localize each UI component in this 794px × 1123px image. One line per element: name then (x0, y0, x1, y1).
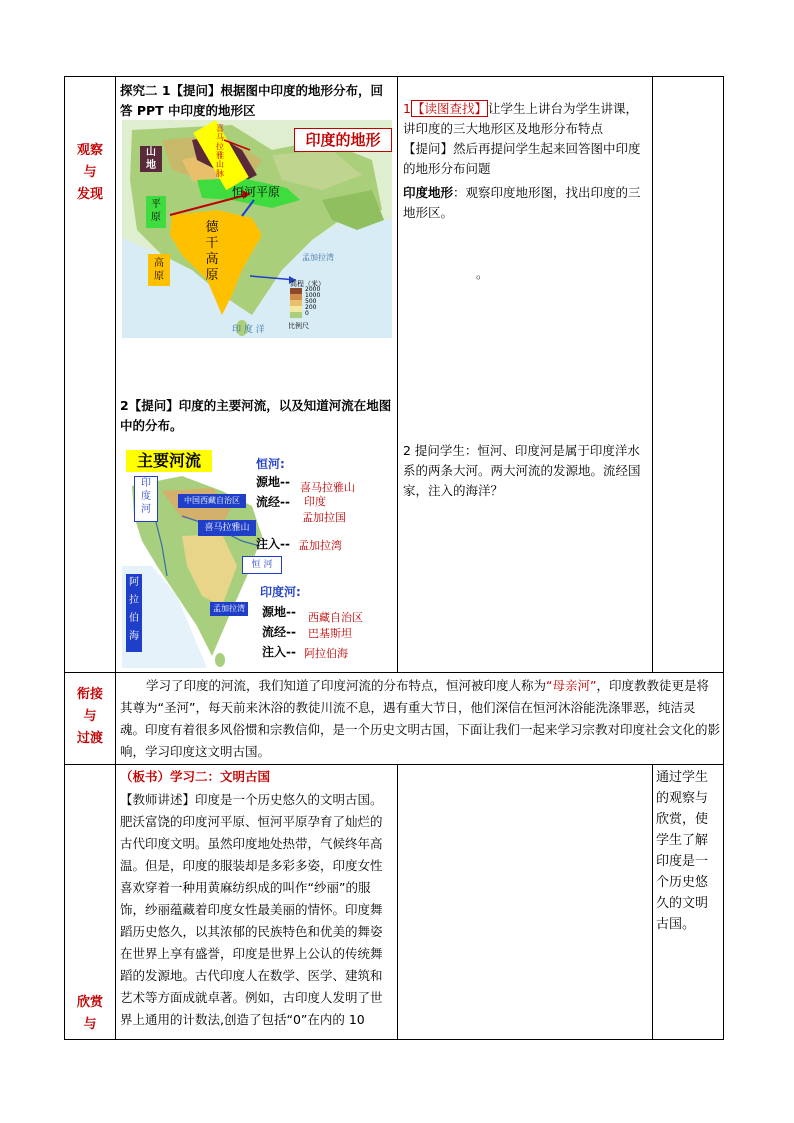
indus-heading: 印度河: (260, 585, 301, 599)
label-ganges-plain: 恒河平原 (232, 185, 281, 199)
india-terrain-map (122, 120, 392, 338)
mid-reading-task (403, 99, 649, 139)
appreciate-right: 通过学生的观察与欣赏，使学生了解印度是一个历史悠久的文明古国。 (656, 770, 709, 932)
label-char: 海 (129, 631, 139, 642)
ganga-into: 孟加拉湾 (298, 539, 342, 552)
label-himalaya-box: 喜马拉雅山 (198, 520, 256, 536)
label-ganges-box (242, 556, 282, 574)
appreciate-heading: （板书）学习二：文明古国 (120, 769, 271, 784)
label-deccan (202, 220, 222, 284)
mid-rivers-question: 2 提问学生：恒河、印度河是属于印度洋水系的两条大河。两大河流的发源地。流经国家，注入的海洋？ (403, 443, 641, 498)
legend-value: 0 (305, 310, 309, 317)
side-label-observe (66, 140, 114, 206)
mid-dot: 。 (476, 266, 489, 281)
reading-tag: 【读图查找】 (411, 101, 487, 116)
transition-a: 学习了印度的河流，我们知道了印度河流的分布特点，恒河被印度人称为 (146, 678, 547, 693)
label-char: 平 (151, 199, 161, 210)
label-bengal-box: 孟加拉湾 (210, 602, 248, 616)
label-char: 印 (141, 478, 151, 489)
transition-c: ，印度教教徒更是将其尊为“圣河”，每天前来沐浴的教徒川流不息，遇有重大节日，他们深信在恒河沐浴能洗涤罪恶，纯洁灵魂。印度有着很多风俗惯和宗教信仰，是一个历史文明古国，下面让我们一起来学习宗教对印度社会文化的影响，学习印度这文明古国。 (120, 678, 721, 759)
label-char: 拉 (216, 142, 224, 151)
mid-text: 让学生上讲台为学生讲课，讲印度的三大地形区及地形分布特点 (403, 101, 638, 136)
label-arabian-box (126, 574, 142, 652)
legend-values (305, 287, 320, 317)
side-text: 衔接 (76, 687, 103, 702)
label-shandi (140, 146, 162, 172)
question-2: 2【提问】印度的主要河流，以及知道河流在地图中的分布。 (120, 398, 392, 433)
india-rivers-map (122, 446, 392, 668)
mid-num: 1 (403, 101, 411, 116)
indus-into: 阿拉伯海 (304, 647, 348, 660)
legend-value: 200 (305, 304, 317, 311)
indus-yuandi: 源地-- (262, 605, 296, 619)
label-char: 阿 (129, 577, 139, 588)
side-text: 过渡 (76, 731, 103, 746)
label-char: 脉 (216, 169, 224, 178)
indus-liujing: 流经-- (262, 625, 296, 639)
transition-b: “母亲河” (546, 678, 597, 693)
label-char: 山 (146, 147, 156, 158)
label-char: 干 (205, 236, 219, 251)
ganga-heading: 恒河: (256, 457, 285, 471)
label-indus-box (134, 476, 158, 522)
side-text: 欣赏 (76, 995, 103, 1010)
label-pingyuan (146, 198, 166, 224)
label-gaoyuan (148, 257, 170, 283)
label-char: 原 (205, 268, 219, 283)
side-text: 与 (83, 165, 97, 180)
ocean-label: 印 度 洋 (232, 325, 265, 335)
question-1: 探究二 1【提问】根据图中印度的地形分布，回答 PPT 中印度的地形区 (120, 83, 384, 118)
label-char: 拉 (129, 595, 139, 606)
label-char: 恒 (251, 560, 261, 570)
label-char: 河 (141, 504, 151, 515)
label-char: 度 (141, 491, 151, 502)
mid-terrain (403, 183, 649, 223)
side-label-appreciate (66, 992, 114, 1036)
ganga-liujing: 流经-- (256, 495, 290, 509)
side-label-transition (66, 684, 114, 750)
label-char: 伯 (129, 613, 139, 624)
terrain-map-svg (122, 120, 392, 338)
indus-source: 西藏自治区 (308, 611, 363, 624)
indus-zhuru: 注入-- (262, 645, 296, 659)
ganga-yuandi: 源地-- (256, 475, 290, 489)
label-char: 马 (216, 133, 224, 142)
mid-question: 【提问】然后再提问学生起来回答图中印度的地形分布问题 (403, 141, 641, 176)
label-char: 高 (205, 252, 219, 267)
label-tibet: 中国西藏自治区 (178, 494, 246, 508)
label-char: 原 (154, 271, 164, 282)
ganga-through-1: 印度 (304, 495, 326, 508)
rivers-title: 主要河流 (126, 450, 212, 472)
appreciate-body: 【教师讲述】印度是一个历史悠久的文明古国。肥沃富饶的印度河平原、恒河平原孕育了灿烂的古代印度文明。虽然印度地处热带，气候终年高温。但是，印度的服装却是多彩多姿，印度女性喜欢穿着一种用黄麻纺织成的叫作“纱丽”的服饰，纱丽蕴藏着印度女性最美丽的情怀。印度舞蹈历史悠久，以其浓郁的民族特色和优美的舞姿在世界上享有盛誉，印度是世界上公认的传统舞蹈的发源地。古代印度人在数学、医学、建筑和艺术等方面成就卓著。例如，古印度人发明了世界上通用的计数法,创造了包括“0”在内的 10 (120, 792, 383, 1027)
terrain-title: 印度的地形 (294, 128, 392, 152)
legend-value: 1000 (305, 292, 321, 299)
side-text: 与 (83, 709, 97, 724)
ganga-through-2: 孟加拉国 (302, 511, 346, 524)
indus-through: 巴基斯坦 (308, 627, 352, 640)
label-himalaya (212, 124, 228, 178)
label-char: 河 (263, 560, 273, 570)
terrain-bold: 印度地形 (403, 185, 454, 200)
label-char: 地 (146, 160, 156, 171)
label-char: 高 (154, 258, 164, 269)
label-char: 雅 (216, 151, 224, 160)
legend-title: 高程（米） (290, 280, 325, 288)
transition-text (120, 675, 720, 763)
ganga-source: 喜马拉雅山 (300, 481, 355, 494)
side-text: 与 (83, 1017, 97, 1032)
legend-value: 2000 (305, 286, 321, 293)
terrain-text: ：观察印度地形图，找出印度的三地形区。 (403, 185, 641, 220)
ganga-zhuru: 注入-- (256, 537, 290, 551)
label-char: 原 (151, 212, 161, 223)
side-text: 观察 (76, 143, 103, 158)
side-text: 发现 (76, 187, 103, 202)
label-bay: 孟加拉湾 (302, 253, 334, 262)
legend-value: 500 (305, 298, 317, 305)
label-char: 德 (205, 220, 219, 235)
label-char: 喜 (216, 124, 224, 133)
label-char: 山 (216, 160, 224, 169)
scale-label: 比例尺 (288, 322, 309, 330)
